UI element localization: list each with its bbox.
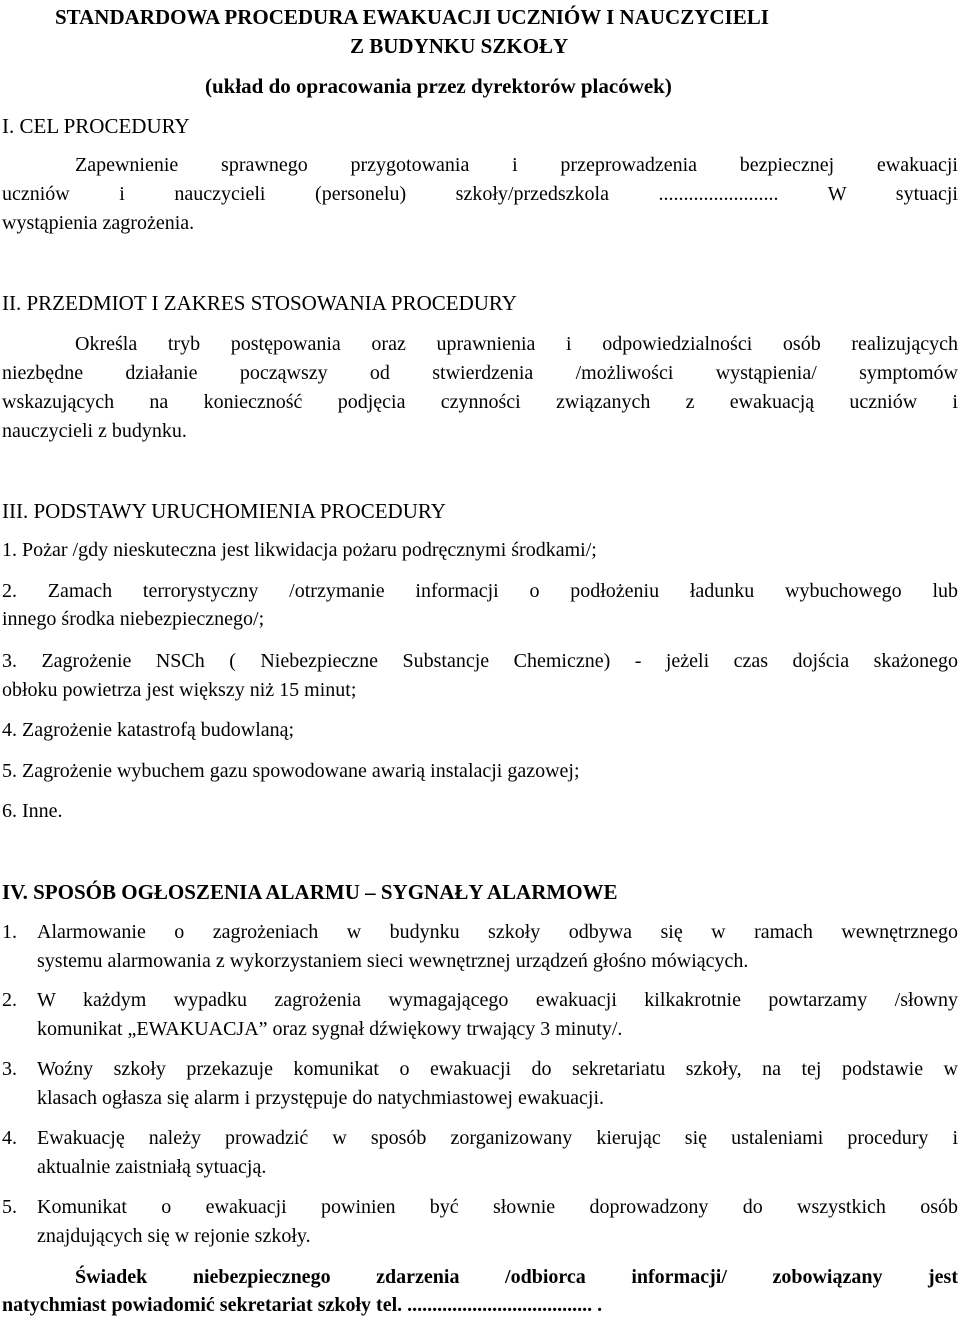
section4-item-line: W każdym wypadku zagrożenia wymagającego ewakuacji kilkakrotnie powtarzamy /słowny <box>37 989 958 1011</box>
section4-item-number: 2. <box>2 989 17 1011</box>
section1-line: uczniów i nauczycieli (personelu) szkoły/przedszkola ........................ W sytuacji <box>2 183 958 205</box>
section3-item: 2. Zamach terrorystyczny /otrzymanie informacji o podłożeniu ładunku wybuchowego lub <box>2 580 958 602</box>
section4-item-line: Alarmowanie o zagrożeniach w budynku szkoły odbywa się w ramach wewnętrznego <box>37 921 958 943</box>
section4-item-line: systemu alarmowania z wykorzystaniem sieci wewnętrznej urządzeń głośno mówiących. <box>37 950 749 972</box>
section3-item-cont: obłoku powietrza jest większy niż 15 minut; <box>2 679 357 701</box>
witness-note-line: natychmiast powiadomić sekretariat szkoły tel. ..................................... . <box>2 1294 603 1316</box>
section2-heading: II. PRZEDMIOT I ZAKRES STOSOWANIA PROCEDURY <box>2 291 517 315</box>
section4-item-line: klasach ogłasza się alarm i przystępuje do natychmiastowej ewakuacji. <box>37 1087 605 1109</box>
witness-note-line: Świadek niebezpiecznego zdarzenia /odbiorca informacji/ zobowiązany jest <box>75 1266 958 1288</box>
section4-item-number: 3. <box>2 1058 17 1080</box>
section4-item-line: znajdujących się w rejonie szkoły. <box>37 1225 311 1247</box>
section3-item: 6. Inne. <box>2 800 63 822</box>
section3-heading: III. PODSTAWY URUCHOMIENIA PROCEDURY <box>2 499 446 523</box>
section2-line: wskazujących na konieczność podjęcia czynności związanych z ewakuacją uczniów i <box>2 391 958 413</box>
section4-item-line: Komunikat o ewakuacji powinien być słownie doprowadzony do wszystkich osób <box>37 1196 958 1218</box>
section4-item-number: 4. <box>2 1127 17 1149</box>
section2-line: niezbędne działanie począwszy od stwierdzenia /możliwości wystąpienia/ symptomów <box>2 362 958 384</box>
section3-item: 5. Zagrożenie wybuchem gazu spowodowane awarią instalacji gazowej; <box>2 760 580 782</box>
document-title-line1: STANDARDOWA PROCEDURA EWAKUACJI UCZNIÓW I NAUCZYCIELI <box>55 5 769 29</box>
section1-line: wystąpienia zagrożenia. <box>2 212 195 234</box>
section1-heading: I. CEL PROCEDURY <box>2 114 190 138</box>
section4-item-number: 5. <box>2 1196 17 1218</box>
section4-item-line: komunikat „EWAKUACJA” oraz sygnał dźwiękowy trwający 3 minuty/. <box>37 1018 623 1040</box>
section4-item-line: aktualnie zaistniałą sytuacją. <box>37 1156 267 1178</box>
section2-line: nauczycieli z budynku. <box>2 420 187 442</box>
section4-item-line: Woźny szkoły przekazuje komunikat o ewakuacji do sekretariatu szkoły, na tej podstawie w <box>37 1058 958 1080</box>
section4-heading-text: IV. SPOSÓB OGŁOSZENIA ALARMU – SYGNAŁY ALARMOWE <box>2 880 618 904</box>
section3-item: 1. Pożar /gdy nieskuteczna jest likwidacja pożaru podręcznymi środkami/; <box>2 539 597 561</box>
section4-heading <box>2 880 618 905</box>
section3-item: 4. Zagrożenie katastrofą budowlaną; <box>2 719 295 741</box>
document-subtitle: (układ do opracowania przez dyrektorów placówek) <box>205 74 672 98</box>
section4-item-number: 1. <box>2 921 17 943</box>
section3-item: 3. Zagrożenie NSCh ( Niebezpieczne Substancje Chemiczne) - jeżeli czas dojścia skażonego <box>2 650 958 672</box>
section3-item-cont: innego środka niebezpiecznego/; <box>2 608 265 630</box>
section1-line: Zapewnienie sprawnego przygotowania i przeprowadzenia bezpiecznej ewakuacji <box>75 154 958 176</box>
section4-item-line: Ewakuację należy prowadzić w sposób zorganizowany kierując się ustaleniami procedury i <box>37 1127 958 1149</box>
document-title-line2: Z BUDYNKU SZKOŁY <box>350 34 569 58</box>
section2-line: Określa tryb postępowania oraz uprawnienia i odpowiedzialności osób realizujących <box>75 333 958 355</box>
